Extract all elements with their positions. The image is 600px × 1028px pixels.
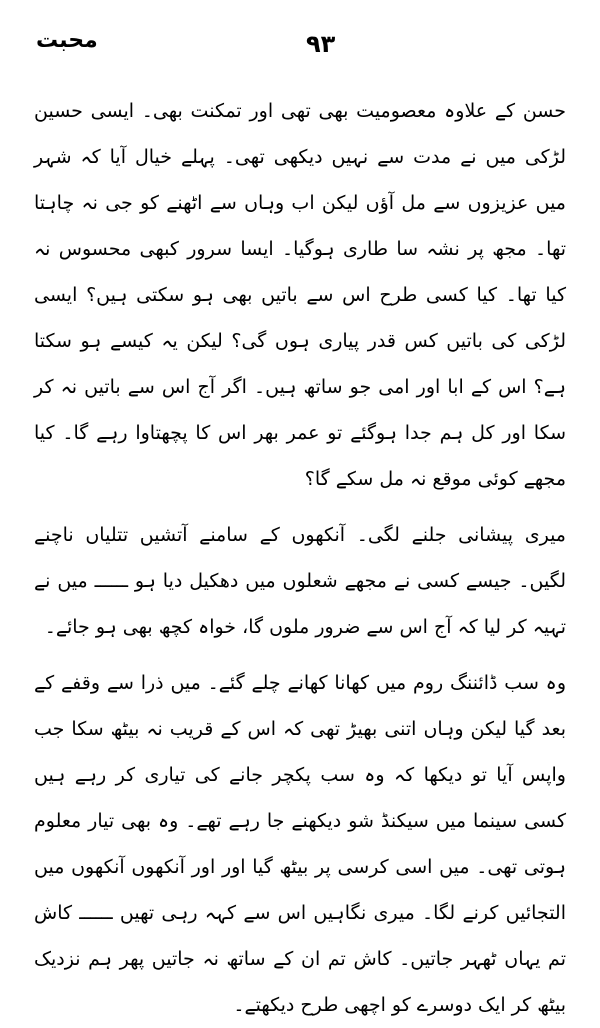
page-number: ۹۳ <box>306 30 336 58</box>
page-body <box>34 88 566 1016</box>
paragraph: وہ سب ڈائننگ روم میں کھانا کھانے چلے گئے۔ میں ذرا سے وقفے کے بعد گیا لیکن وہاں اتنی بھیڑ تھی کہ اس کے قریب نہ بیٹھ سکا جب واپس آیا تو دیکھا کہ وہ سب پکچر جانے کی تیاری کر رہے ہیں کسی سینما میں سیکنڈ شو دیکھنے جا رہے تھے۔ وہ بھی تیار معلوم ہوتی تھی۔ میں اسی کرسی پر بیٹھ گیا اور اور آنکھوں آنکھوں میں التجائیں کرنے لگا۔ میری نگاہیں اس سے کہہ رہی تھیں ــــــ کاش تم یہاں ٹھہر جاتیں۔ کاش تم ان کے ساتھ نہ جاتیں پھر ہم نزدیک بیٹھ کر ایک دوسرے کو اچھی طرح دیکھتے۔ <box>34 672 566 1016</box>
page-header <box>36 28 564 68</box>
running-title: محبت <box>36 28 98 53</box>
paragraph: حسن کے علاوہ معصومیت بھی تھی اور تمکنت بھی۔ ایسی حسین لڑکی میں نے مدت سے نہیں دیکھی تھی۔ پہلے خیال آیا کہ شہر میں عزیزوں سے مل آؤں لیکن اب وہاں سے اٹھنے کو جی نہ چاہتا تھا۔ مجھ پر نشہ سا طاری ہوگیا۔ ایسا سرور کبھی محسوس نہ کیا تھا۔ کیا کسی طرح اس سے باتیں بھی ہو سکتی ہیں؟ ایسی لڑکی کی باتیں کس قدر پیاری ہوں گی؟ لیکن یہ کیسے ہو سکتا ہے؟ اس کے ابا اور امی جو ساتھ ہیں۔ اگر آج اس سے باتیں نہ کر سکا اور کل ہم جدا ہوگئے تو عمر بھر اس کا پچھتاوا رہے گا۔ کیا مجھے کوئی موقع نہ مل سکے گا؟ <box>34 100 566 490</box>
paragraph: میری پیشانی جلنے لگی۔ آنکھوں کے سامنے آتشیں تتلیاں ناچنے لگیں۔ جیسے کسی نے مجھے شعلوں میں دھکیل دیا ہو ــــــ میں نے تہیہ کر لیا کہ آج اس سے ضرور ملوں گا، خواہ کچھ بھی ہو جائے۔ <box>34 524 566 638</box>
